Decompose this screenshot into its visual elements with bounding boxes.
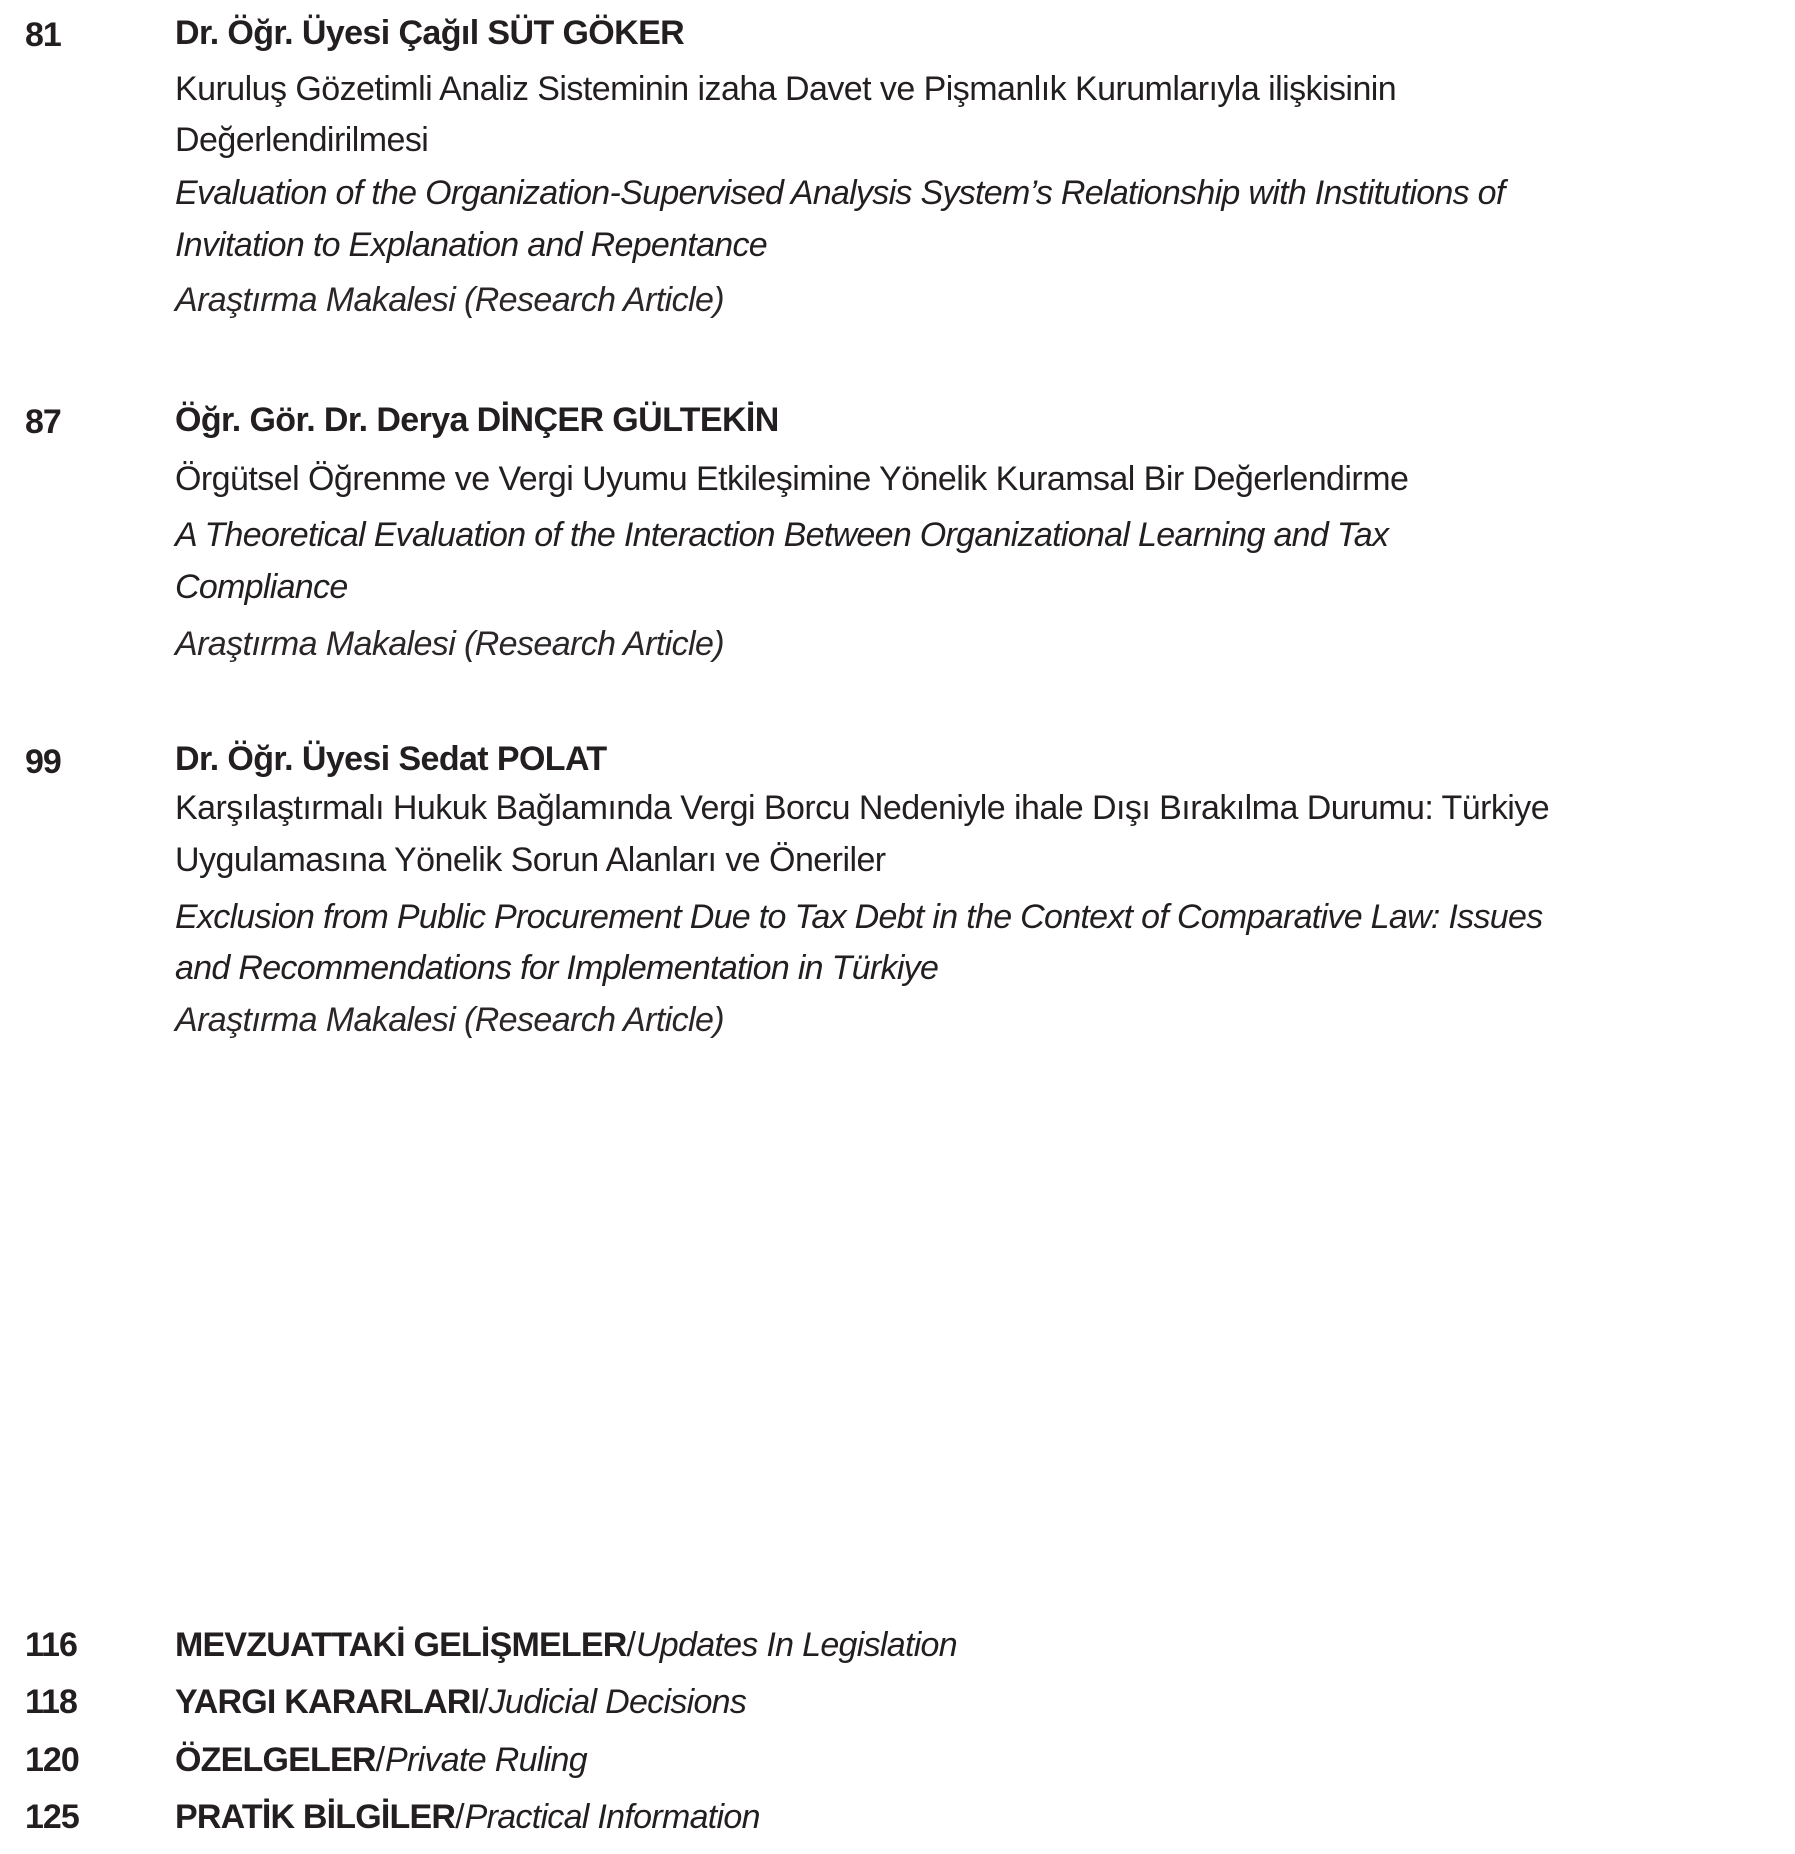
section-title bbox=[175, 1685, 746, 1719]
title-separator: / bbox=[479, 1683, 489, 1721]
title-separator: / bbox=[455, 1798, 465, 1836]
page-number: 87 bbox=[25, 403, 61, 441]
section-title-english: Judicial Decisions bbox=[488, 1683, 747, 1721]
article-author: Öğr. Gör. Dr. Derya DİNÇER GÜLTEKİN bbox=[175, 401, 779, 439]
article-type-label: Araştırma Makalesi (Research Article) bbox=[175, 1001, 725, 1039]
article-title-turkish-line: Kuruluş Gözetimli Analiz Sisteminin izaha Davet ve Pişmanlık Kurumlarıyla ilişkisinin bbox=[175, 70, 1397, 108]
section-title-turkish: ÖZELGELER bbox=[175, 1741, 376, 1779]
section-title-english: Updates In Legislation bbox=[635, 1626, 957, 1664]
title-separator: / bbox=[626, 1626, 636, 1664]
section-title-english: Practical Information bbox=[464, 1798, 760, 1836]
article-title-turkish-line: Uygulamasına Yönelik Sorun Alanları ve Öneriler bbox=[175, 841, 886, 879]
article-title-turkish-line: Karşılaştırmalı Hukuk Bağlamında Vergi Borcu Nedeniyle ihale Dışı Bırakılma Durumu: Türkiye bbox=[175, 789, 1550, 827]
page-number: 99 bbox=[25, 743, 61, 781]
article-title-english-line: Evaluation of the Organization-Supervised Analysis System’s Relationship with Institutions of bbox=[175, 174, 1505, 212]
section-title-turkish: YARGI KARARLARI bbox=[175, 1683, 480, 1721]
title-separator: / bbox=[375, 1741, 386, 1779]
article-title-english-line: Invitation to Explanation and Repentance bbox=[175, 226, 768, 264]
article-title-english-line: Compliance bbox=[175, 568, 348, 606]
page-number: 120 bbox=[25, 1741, 79, 1779]
article-title-english-line: A Theoretical Evaluation of the Interaction Between Organizational Learning and Tax bbox=[175, 516, 1389, 554]
article-type-label: Araştırma Makalesi (Research Article) bbox=[175, 625, 725, 663]
article-author: Dr. Öğr. Üyesi Sedat POLAT bbox=[175, 740, 607, 778]
section-title bbox=[175, 1743, 587, 1777]
section-title-turkish: PRATİK BİLGİLER bbox=[175, 1798, 456, 1836]
page-number: 118 bbox=[25, 1683, 77, 1721]
page-number: 81 bbox=[25, 16, 61, 54]
section-title-turkish: MEVZUATTAKİ GELİŞMELER bbox=[175, 1626, 627, 1664]
page-number: 116 bbox=[25, 1626, 77, 1664]
article-title-english-line: Exclusion from Public Procurement Due to Tax Debt in the Context of Comparative Law: Issues bbox=[175, 898, 1543, 936]
article-author: Dr. Öğr. Üyesi Çağıl SÜT GÖKER bbox=[175, 14, 685, 52]
section-title bbox=[175, 1800, 760, 1834]
article-type-label: Araştırma Makalesi (Research Article) bbox=[175, 281, 725, 319]
section-title-english: Private Ruling bbox=[385, 1741, 587, 1779]
section-title bbox=[175, 1628, 957, 1662]
article-title-english-line: and Recommendations for Implementation in Türkiye bbox=[175, 949, 939, 987]
page-number: 125 bbox=[25, 1798, 79, 1836]
article-title-turkish-line: Değerlendirilmesi bbox=[175, 121, 429, 159]
article-title-turkish-line: Örgütsel Öğrenme ve Vergi Uyumu Etkileşimine Yönelik Kuramsal Bir Değerlendirme bbox=[175, 460, 1409, 498]
